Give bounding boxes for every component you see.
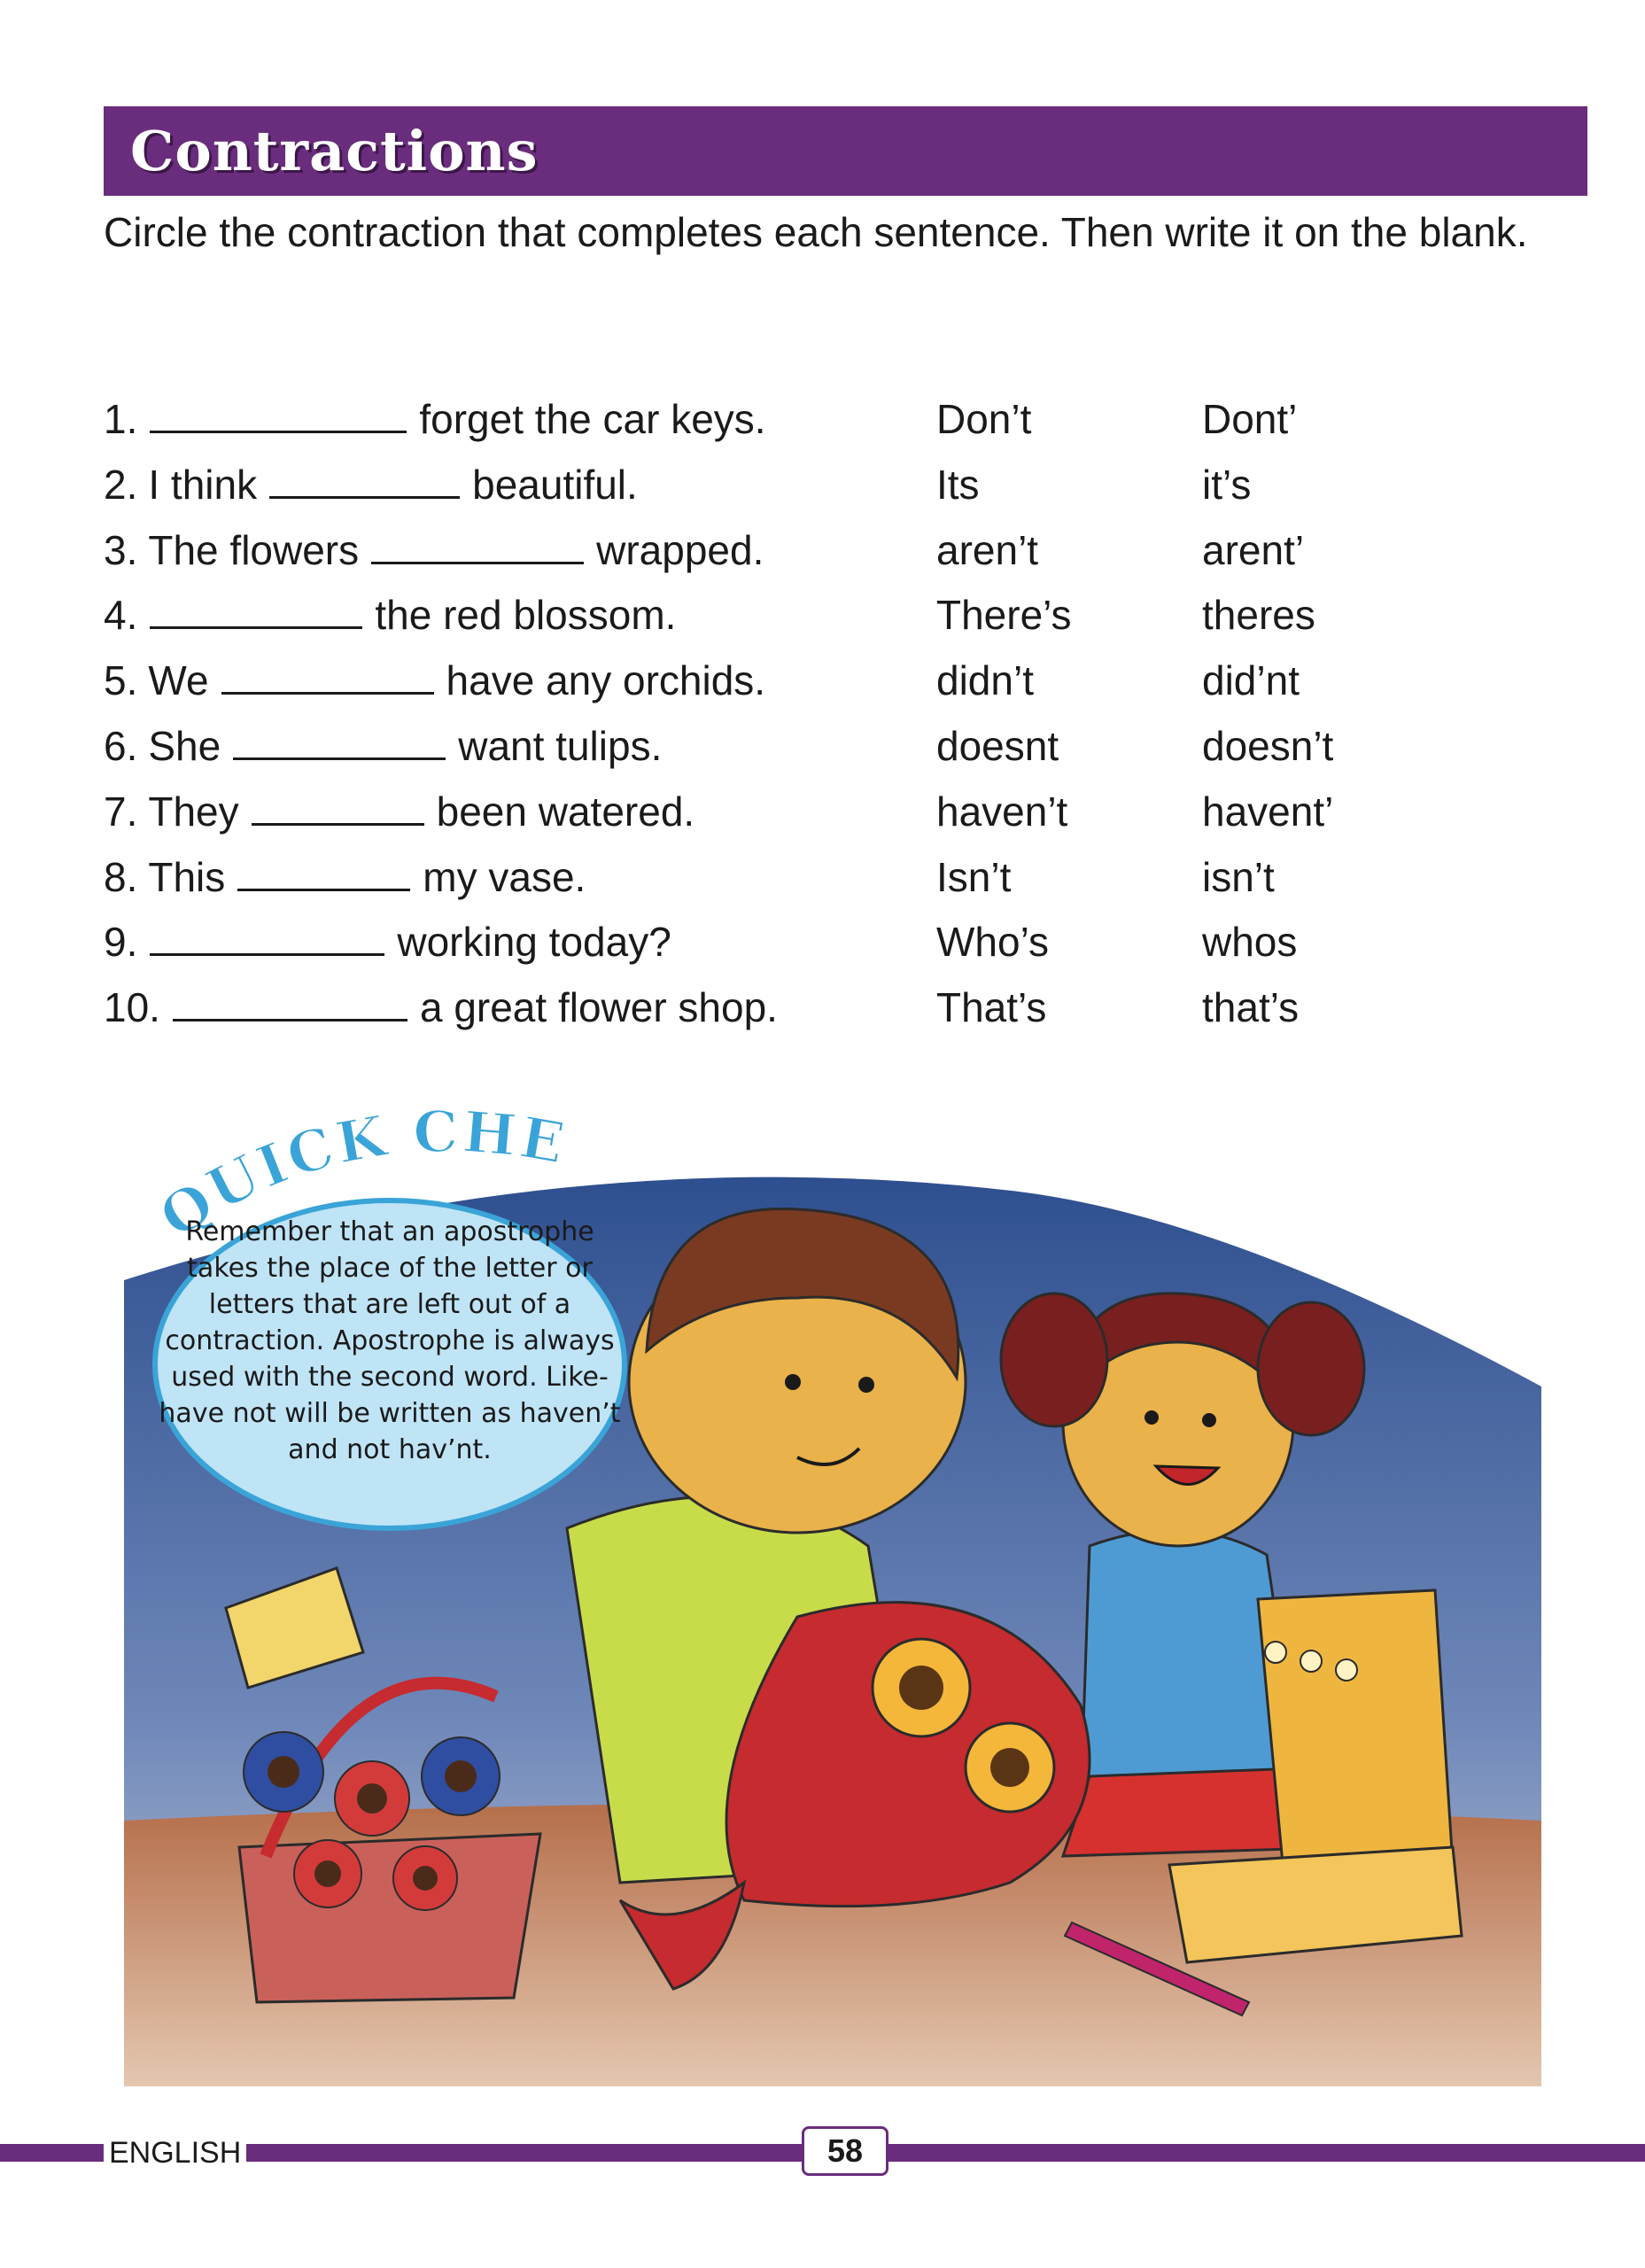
question-row (104, 718, 1556, 773)
question-row (104, 784, 1556, 839)
page-title: Contractions (130, 119, 539, 183)
option-b[interactable]: havent’ (1202, 788, 1334, 835)
answer-blank[interactable] (371, 526, 584, 564)
option-a[interactable]: aren’t (936, 526, 1039, 573)
question-number: 8. (104, 853, 138, 900)
answer-blank[interactable] (269, 461, 460, 499)
question-row (104, 914, 1556, 969)
option-b[interactable]: it’s (1202, 461, 1252, 508)
question-sentence (104, 784, 694, 839)
question-text-after: a great flower shop. (419, 984, 778, 1031)
question-number: 2. (104, 461, 138, 508)
question-row (104, 653, 1556, 708)
question-number: 5. (104, 657, 138, 704)
option-a[interactable]: Its (936, 461, 980, 508)
option-a[interactable]: haven’t (936, 788, 1068, 835)
quick-check-line: takes the place of the letter or (187, 1253, 593, 1284)
option-b[interactable]: theres (1202, 592, 1315, 639)
question-row (104, 850, 1556, 905)
answer-blank[interactable] (252, 788, 424, 826)
option-a[interactable]: Don’t (936, 396, 1032, 442)
option-a[interactable]: Isn’t (936, 853, 1012, 900)
question-text-after: want tulips. (458, 723, 663, 769)
option-b[interactable]: whos (1202, 919, 1298, 966)
answer-blank[interactable] (173, 983, 407, 1021)
question-row (104, 523, 1556, 578)
question-text-before: We (148, 657, 209, 704)
question-row (104, 392, 1556, 447)
question-sentence (104, 587, 676, 642)
option-a[interactable]: Who’s (936, 919, 1049, 966)
question-sentence (104, 718, 662, 773)
answer-blank[interactable] (150, 395, 407, 433)
question-number: 10. (104, 984, 160, 1031)
question-text-before: They (148, 788, 239, 835)
footer-subject: ENGLISH (104, 2132, 246, 2173)
question-text-before: The flowers (148, 526, 360, 573)
option-a[interactable]: There’s (936, 592, 1072, 639)
question-number: 4. (104, 592, 138, 639)
question-sentence (104, 914, 671, 969)
instructions: Circle the contraction that completes each sentence. Then write it on the blank. (104, 209, 1528, 255)
answer-blank[interactable] (233, 722, 446, 760)
quick-check-text (159, 1216, 620, 1465)
quick-check-line: letters that are left out of a (208, 1289, 571, 1320)
question-number: 9. (104, 919, 138, 966)
question-text-after: wrapped. (596, 526, 764, 573)
page-number: 58 (802, 2126, 888, 2176)
question-sentence (104, 850, 586, 905)
question-row (104, 980, 1556, 1035)
question-number: 3. (104, 526, 138, 573)
question-number: 6. (104, 723, 138, 769)
option-a[interactable]: That’s (936, 984, 1047, 1031)
question-number: 7. (104, 788, 138, 835)
option-b[interactable]: arent’ (1202, 526, 1305, 573)
question-text-before: This (148, 853, 226, 900)
quick-check-line: have not will be written as haven’t (159, 1398, 621, 1429)
question-sentence (104, 392, 766, 447)
quick-check-line: used with the second word. Like- (171, 1362, 609, 1393)
question-text-before: She (148, 723, 221, 769)
question-text-after: beautiful. (472, 461, 638, 508)
option-a[interactable]: didn’t (936, 657, 1034, 704)
question-text-before: I think (148, 461, 258, 508)
option-a[interactable]: doesnt (936, 723, 1059, 769)
quick-check-line: Remember that an apostrophe (185, 1216, 594, 1247)
quick-check-illustration (124, 1085, 1541, 2086)
question-text-after: forget the car keys. (419, 396, 766, 442)
answer-blank[interactable] (150, 591, 362, 629)
question-sentence (104, 523, 764, 578)
answer-blank[interactable] (150, 918, 384, 956)
option-b[interactable]: that’s (1202, 984, 1300, 1031)
question-number: 1. (104, 396, 138, 442)
quick-check-heading-path: QUICK CHE (148, 1099, 572, 1252)
question-sentence (104, 653, 765, 708)
option-b[interactable]: Dont’ (1202, 396, 1298, 442)
question-sentence (104, 980, 778, 1035)
question-text-after: my vase. (423, 853, 586, 900)
question-sentence (104, 457, 638, 512)
question-text-after: been watered. (436, 788, 695, 835)
option-b[interactable]: isn’t (1202, 853, 1275, 900)
question-text-after: working today? (397, 919, 671, 966)
question-row (104, 457, 1556, 512)
question-text-after: the red blossom. (375, 592, 677, 639)
question-row (104, 587, 1556, 642)
quick-check-line: contraction. Apostrophe is always (165, 1325, 615, 1356)
title-bar (104, 106, 1587, 196)
option-b[interactable]: did’nt (1202, 657, 1300, 704)
question-text-after: have any orchids. (446, 657, 766, 704)
option-b[interactable]: doesn’t (1202, 723, 1334, 769)
answer-blank[interactable] (237, 853, 410, 891)
quick-check-line: and not hav’nt. (288, 1434, 492, 1465)
answer-blank[interactable] (221, 656, 434, 695)
